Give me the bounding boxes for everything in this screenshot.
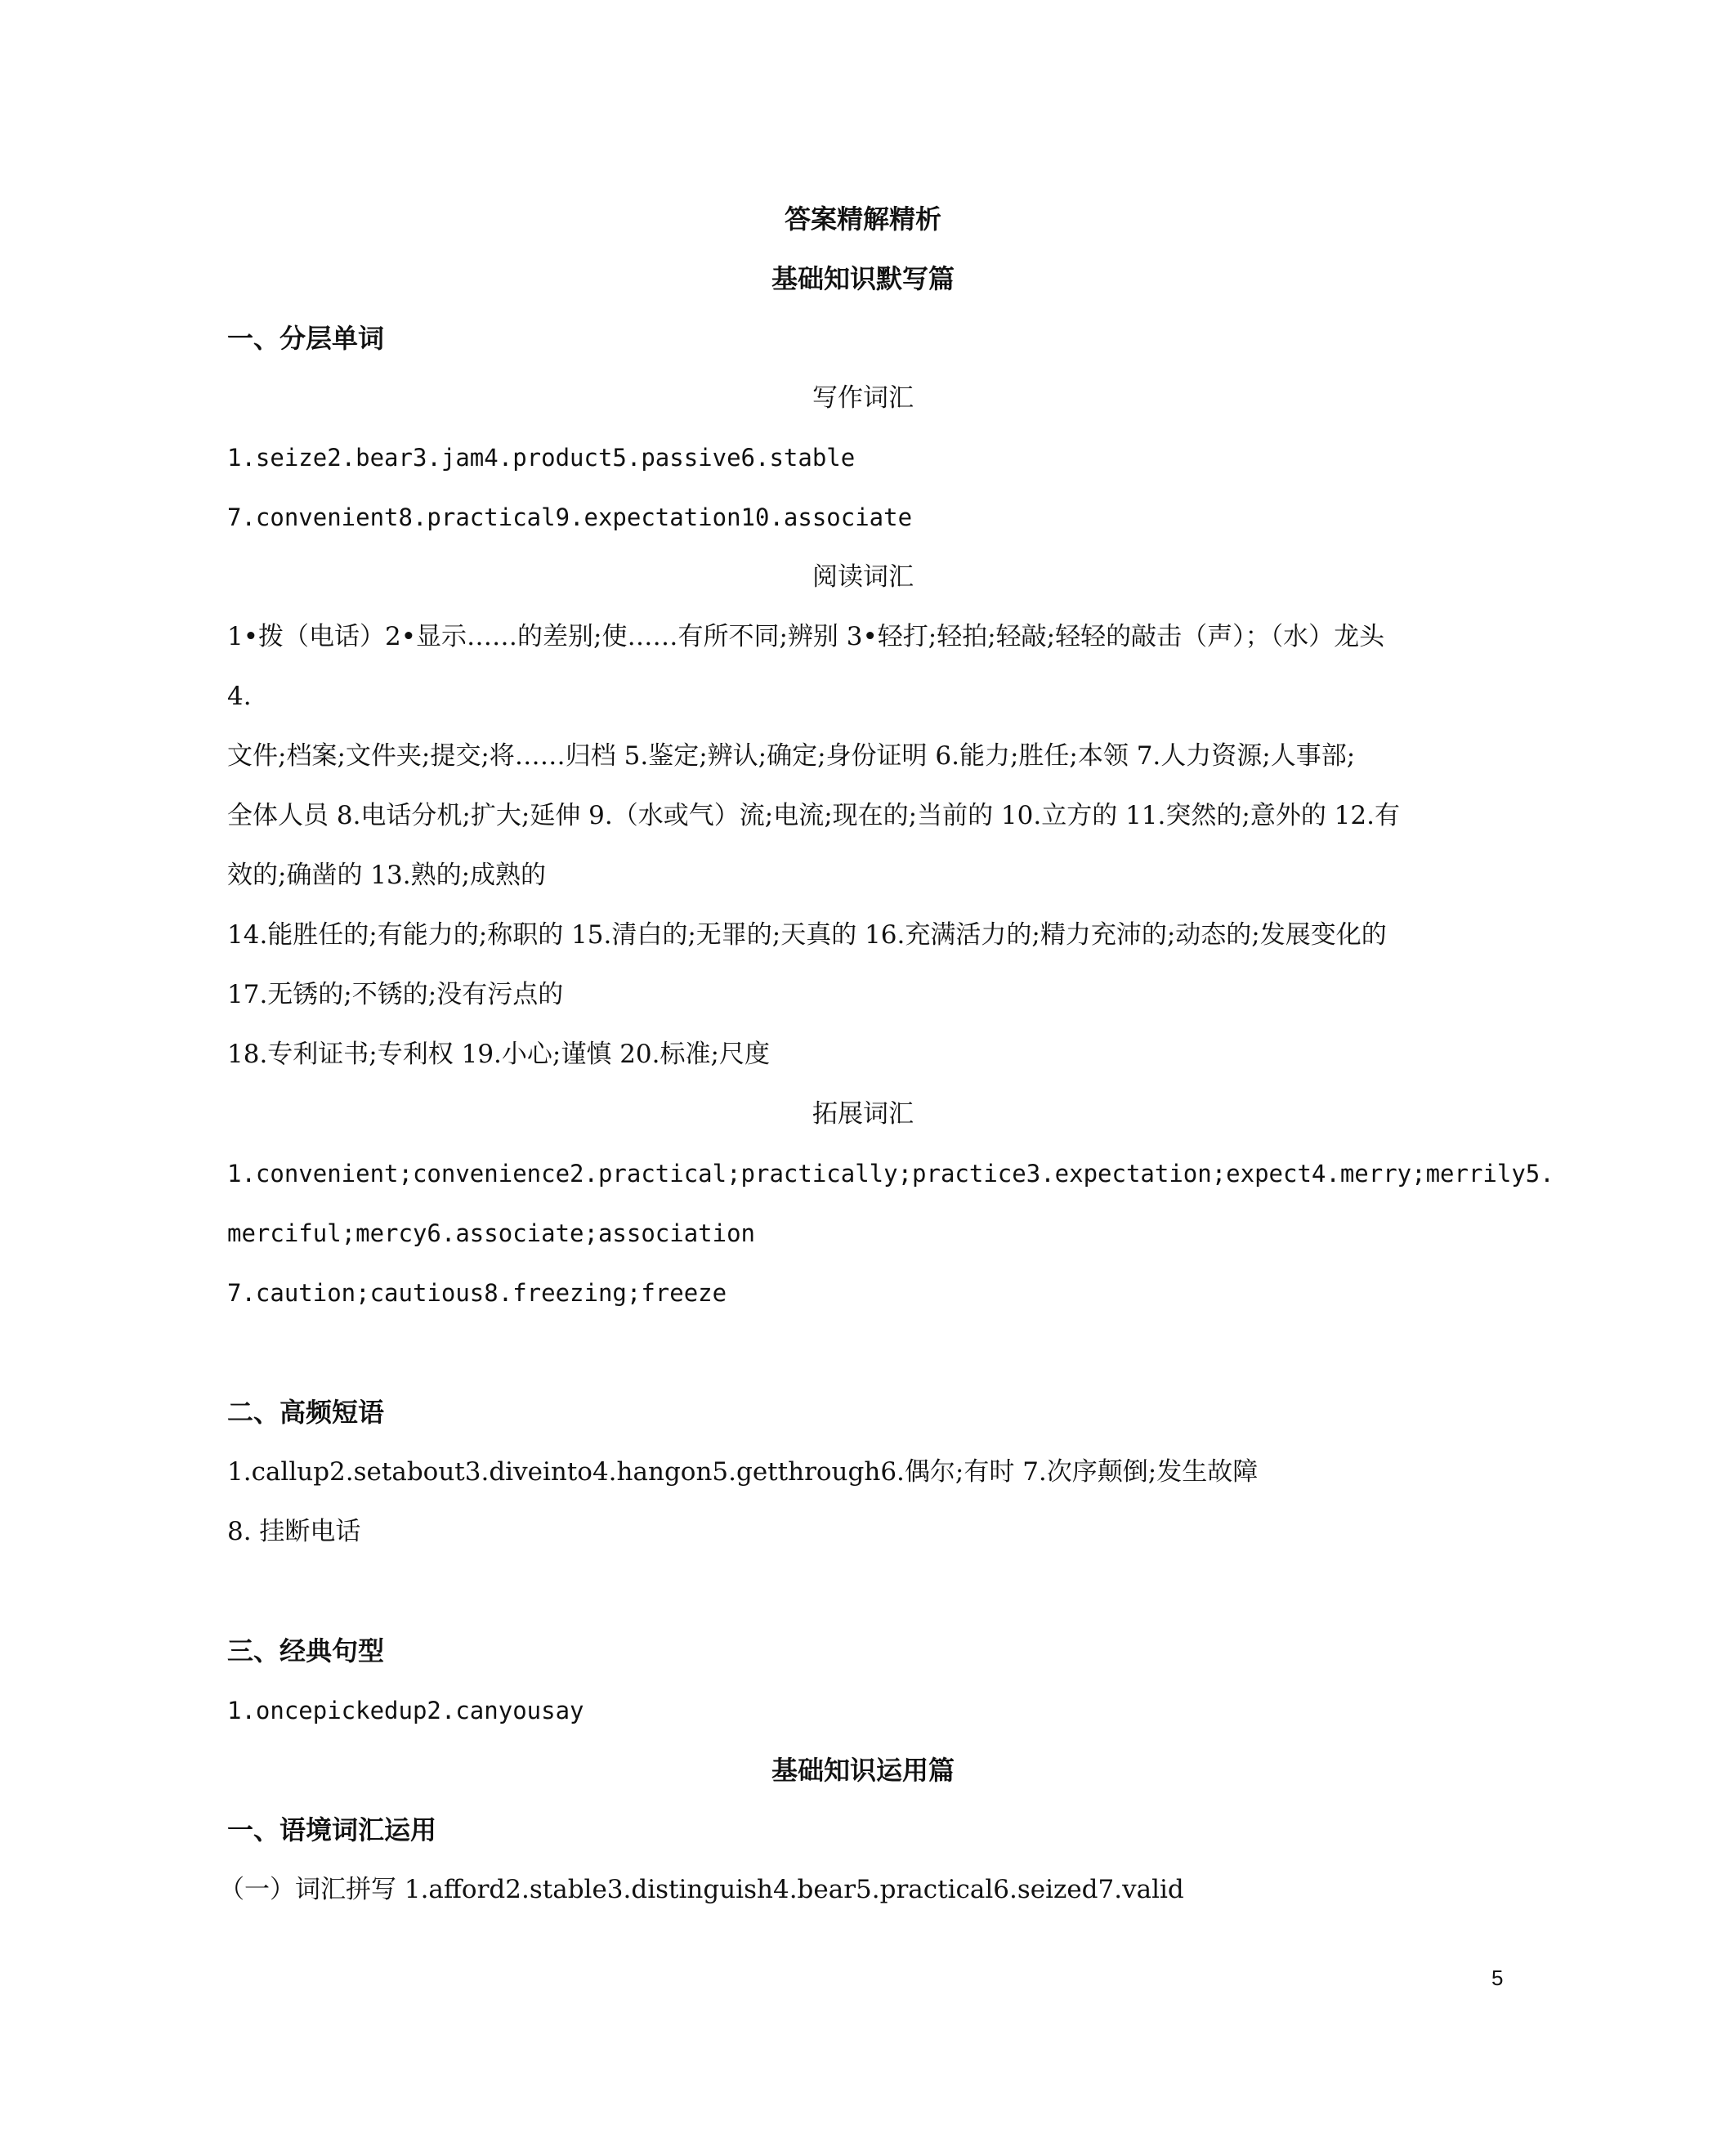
page-number: 5	[1491, 1966, 1504, 1990]
reading-vocab-line: 文件;档案;文件夹;提交;将……归档 5.鉴定;辨认;确定;身份证明 6.能力;胜任;本领 7.人力资源;人事部;	[227, 741, 1356, 771]
document-title: 答案精解精析	[784, 204, 941, 235]
extended-vocab-line: 1.convenient;convenience2.practical;practically;practice3.expectation;expect4.merry;merrily5.	[227, 1160, 1554, 1188]
section-heading-phrases: 二、高频短语	[227, 1397, 385, 1428]
context-vocab-line: （一）词汇拼写 1.afford2.stable3.distinguish4.bear5.practical6.seized7.valid	[219, 1875, 1184, 1904]
part2-title: 基础知识运用篇	[771, 1755, 955, 1786]
reading-vocab-line: 4.	[227, 682, 252, 711]
extended-vocab-line: 7.caution;cautious8.freezing;freeze	[227, 1279, 727, 1307]
sentence-patterns-line: 1.oncepickedup2.canyousay	[227, 1697, 584, 1724]
part1-title: 基础知识默写篇	[771, 263, 955, 294]
subheading-extended-vocab: 拓展词汇	[812, 1099, 914, 1129]
section-heading-layered-words: 一、分层单词	[227, 323, 385, 354]
reading-vocab-line: 17.无锈的;不锈的;没有污点的	[227, 980, 564, 1009]
section-heading-sentence-patterns: 三、经典句型	[227, 1635, 385, 1666]
phrases-line: 8. 挂断电话	[227, 1517, 361, 1546]
phrases-line: 1.callup2.setabout3.diveinto4.hangon5.getthrough6.偶尔;有时 7.次序颠倒;发生故障	[227, 1457, 1259, 1487]
reading-vocab-line: 1•拨（电话）2•显示……的差别;使……有所不同;辨别 3•轻打;轻拍;轻敲;轻轻的敲击（声）；（水）龙头	[227, 622, 1385, 651]
subheading-writing-vocab: 写作词汇	[812, 383, 914, 413]
writing-vocab-line: 1.seize2.bear3.jam4.product5.passive6.stable	[227, 444, 856, 472]
reading-vocab-line: 18.专利证书;专利权 19.小心;谨慎 20.标准;尺度	[227, 1040, 770, 1069]
section-heading-context-vocab: 一、语境词汇运用	[227, 1814, 437, 1845]
subheading-reading-vocab: 阅读词汇	[812, 562, 914, 592]
extended-vocab-line: merciful;mercy6.associate;association	[227, 1219, 756, 1247]
writing-vocab-line: 7.convenient8.practical9.expectation10.associate	[227, 503, 913, 531]
reading-vocab-line: 效的;确凿的 13.熟的;成熟的	[227, 861, 547, 890]
reading-vocab-line: 全体人员 8.电话分机;扩大;延伸 9.（水或气）流;电流;现在的;当前的 10.立方的 11.突然的;意外的 12.有	[227, 801, 1400, 830]
reading-vocab-line: 14.能胜任的;有能力的;称职的 15.清白的;无罪的;天真的 16.充满活力的;精力充沛的;动态的;发展变化的	[227, 920, 1387, 950]
